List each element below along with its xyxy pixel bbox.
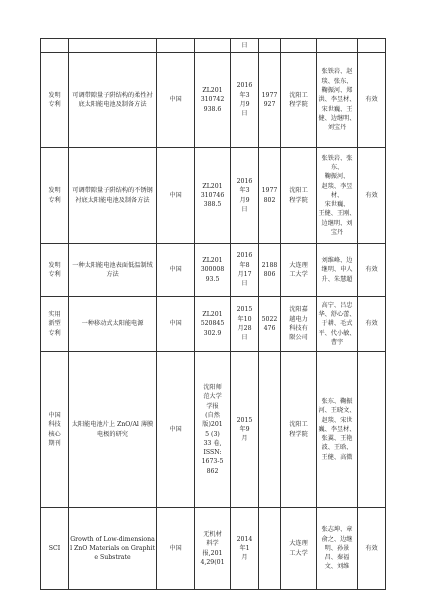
table-row [41,244,386,297]
cell-country: 中国 [157,244,195,297]
cell-holder: 沈阳工 程学院 [281,352,317,508]
cell-status: 有效 [358,148,386,244]
cell-status [358,352,386,508]
cell-title: Growth of Low-dimensional ZnO Materials on Graphite Substrate [69,508,157,590]
cell-authors: 张铁岩、赵 琰、张东、 鞠振河、郑 洪、李昱材、 宋世巍、王 健、边继明、 刘宝丹 [317,53,358,148]
cell-country: 中国 [157,148,195,244]
cell-authors: 刘维峰、边 继明、申人 升、朱慧超 [317,244,358,297]
cell-date: 2016 年3 月9 日 [231,53,259,148]
cell-authors: 张东、鞠振 河、王晓文、 赵琰、宋世 巍、李昱材、 张翼、王艳 波、王晗、 王健、高微 [317,352,358,508]
table-row [41,53,386,148]
cell-country: 中国 [157,53,195,148]
cell-number: 无机材 料学 报,201 4,29(01 [195,508,231,590]
cell-number: ZL201 310742 938.6 [195,53,231,148]
cell-authors [317,39,358,53]
cell-type: 发明 专利 [41,53,69,148]
cell-date: 2016 年3 月9 日 [231,148,259,244]
cell-type: 发明 专利 [41,148,69,244]
cell-type: SCI [41,508,69,590]
cell-title [69,39,157,53]
cell-cert: 1977 802 [259,148,281,244]
cell-title: 一种移动式太阳能电源 [69,297,157,352]
cell-holder: 大连理 工大学 [281,508,317,590]
cell-title: 太阳能电池片上 ZnO/Al 薄膜电极的研究 [69,352,157,508]
cell-cert: 5022 476 [259,297,281,352]
cell-date: 2014 年1 月 [231,508,259,590]
cell-number: 沈阳师 范大学 学报 (自然 版)201 5 (3) 33 卷, ISSN: 1673-5 862 [195,352,231,508]
table-row [41,508,386,590]
cell-date: 2016 年8 月17 日 [231,244,259,297]
cell-authors: 张志坤、章 俞之、边继 明、孙景 昌、秦福 文、刘维 [317,508,358,590]
cell-status: 有效 [358,508,386,590]
table-row [41,39,386,53]
cell-type [41,39,69,53]
cell-authors: 高宁、吕忠 华、舒心蕾、 于耕、毛式 平、代小敏、 曹宇 [317,297,358,352]
cell-holder [281,39,317,53]
cell-status: 有效 [358,244,386,297]
cell-status [358,39,386,53]
cell-country: 中国 [157,352,195,508]
cell-holder: 沈阳工 程学院 [281,148,317,244]
cell-number: ZL201 520845 302.9 [195,297,231,352]
cell-holder: 大连理 工大学 [281,244,317,297]
cell-country [157,39,195,53]
cell-status: 有效 [358,53,386,148]
cell-holder: 沈阳工 程学院 [281,53,317,148]
cell-number: ZL201 300008 93.5 [195,244,231,297]
cell-title: 可调带隙量子阱结构的柔性衬底太阳能电池及制备方法 [69,53,157,148]
cell-type: 发明 专利 [41,244,69,297]
table-row [41,352,386,508]
cell-country: 中国 [157,297,195,352]
cell-type: 中国 科技 核心 期刊 [41,352,69,508]
cell-number: ZL201 310746 388.5 [195,148,231,244]
cell-type: 实用 新型 专利 [41,297,69,352]
cell-country: 中国 [157,508,195,590]
table-row [41,297,386,352]
cell-date: 2015 年9 月 [231,352,259,508]
cell-date: 2015 年10 月28 日 [231,297,259,352]
cell-holder: 沈阳嘉 越电力 科技有 限公司 [281,297,317,352]
cell-title: 可调带隙量子阱结构的不锈钢衬底太阳能电池及制备方法 [69,148,157,244]
award-table [40,38,386,590]
cell-cert [259,39,281,53]
table-row [41,148,386,244]
cell-authors: 张铁岩、张 东、 鞠振河、 赵琰、李昱材、 宋世巍、 王健、王刚、 边继明、刘 宝丹 [317,148,358,244]
cell-cert [259,508,281,590]
cell-cert: 1977 927 [259,53,281,148]
cell-cert [259,352,281,508]
cell-date: 日 [231,39,259,53]
cell-cert: 2188 806 [259,244,281,297]
cell-status: 有效 [358,297,386,352]
cell-number [195,39,231,53]
cell-title: 一种太阳能电池表面低温制绒方法 [69,244,157,297]
